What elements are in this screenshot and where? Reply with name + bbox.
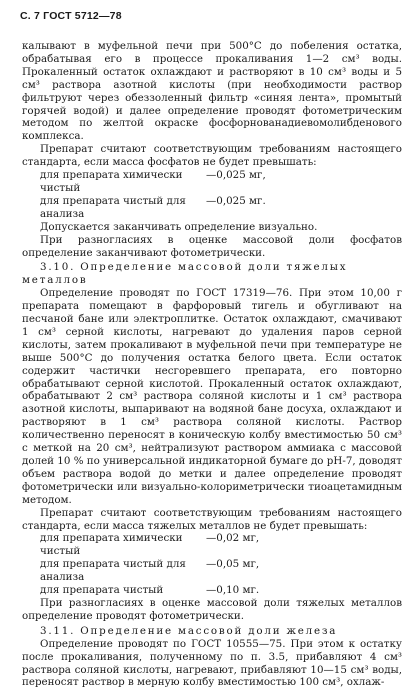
limits-list — [40, 169, 402, 221]
paragraph: Допускается заканчивать определение визуально. — [40, 220, 318, 233]
limit-value: —0,05 мг, — [206, 558, 260, 571]
section-heading: 3.10. Определение массовой доли тяжелых металлов — [22, 261, 348, 287]
limit-label: для препарата химически чистый — [40, 532, 183, 558]
paragraph: Препарат считают соответствующим требованиям настоящего стандарта, если масса фосфатов не будет превышать: — [22, 143, 402, 169]
page-header: С. 7 ГОСТ 5712—78 — [20, 10, 122, 22]
limit-row — [40, 169, 402, 195]
limit-row — [40, 532, 402, 558]
limit-label: для препарата чистый — [40, 584, 164, 597]
limits-list — [40, 532, 402, 597]
paragraph: Определение проводят по ГОСТ 10555—75. При этом к остатку после прокаливания, полученному по п. 3.5, прибавляют 4 см³ раствора соляной кислоты, нагревают, прибавляют 10—15 см³ воды, переносят раствор в мерную колбу вместимостью 100 см³, охлаж- — [22, 637, 402, 689]
paragraph: калывают в муфельной печи при 500°С до побеления остатка, обрабатывая его в процессе прокаливания 1—2 см³ воды. Прокаленный остаток охлаждают и растворяют в 10 см³ воды и 5 см³ раствора азотной кислоты (при необходимости раствор фильтруют через обеззоленный фильтр «синяя лента», промытый горячей водой) и далее определение проводят фотометрическим методом по желтой окраске фосфорнованадиевомолибденового комплекса. — [22, 40, 402, 143]
paragraph: При разногласиях в оценке массовой доли фосфатов определение заканчивают фотометрически. — [22, 233, 402, 259]
limit-value: —0,025 мг, — [206, 169, 266, 182]
limit-row — [40, 558, 402, 584]
section-heading: 3.11. Определение массовой доли железа — [40, 624, 338, 637]
limit-label: для препарата чистый для анализа — [40, 558, 186, 584]
limit-label: для препарата химически чистый — [40, 169, 183, 194]
paragraph: При разногласиях в оценке массовой доли тяжелых металлов определение проводят фотометрически. — [22, 596, 402, 622]
limit-row — [40, 195, 402, 221]
document-body — [22, 40, 402, 689]
limit-row — [40, 584, 402, 597]
limit-label: для препарата чистый для анализа — [40, 194, 186, 220]
paragraph: Препарат считают соответствующим требованиям настоящего стандарта, если масса тяжелых металлов не будет превышать: — [22, 506, 402, 532]
paragraph: Определение проводят по ГОСТ 17319—76. При этом 10,00 г препарата помещают в фарфоровый тигель и обугливают на песчаной бане или электроплитке. Остаток охлаждают, смачивают 1 см³ серной кислоты, нагревают до удаления паров серной кислоты, затем прокаливают в муфельной печи при температуре не выше 500°С до получения остатка белого цвета. Если остаток содержит частички несгоревшего препарата, его повторно обрабатывают серной кислотой. Прокаленный остаток охлаждают, обрабатывают 2 см³ раствора соляной кислоты и 1 см³ раствора азотной кислоты, выпаривают на водяной бане досуха, охлаждают и растворяют в 1 см³ раствора соляной кислоты. Раствор количественно переносят в коническую колбу вместимостью 50 см³ с меткой на 20 см³, нейтрализуют раствором аммиака с массовой долей 10 % по универсальной индикаторной бумаге до рН-7, доводят объем раствора водой до метки и далее определение проводят фотометрически или визуально-колориметрически тиоацетамидным методом. — [22, 287, 402, 506]
limit-value: —0,025 мг. — [206, 194, 266, 207]
limit-value: —0,02 мг, — [206, 532, 260, 545]
limit-value: —0,10 мг. — [206, 584, 260, 597]
